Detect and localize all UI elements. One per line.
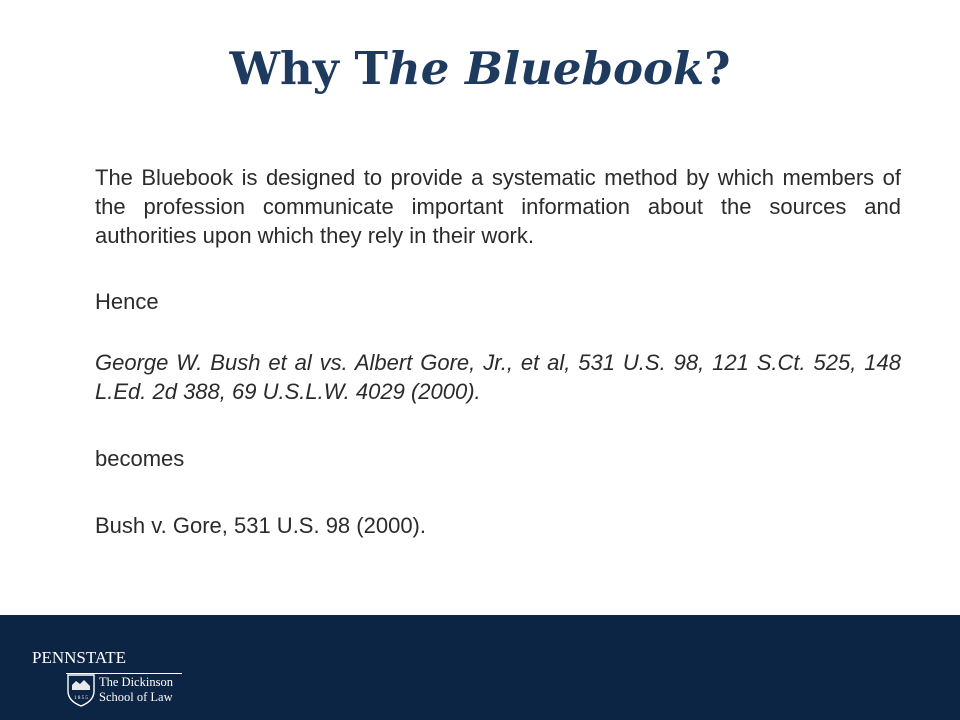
hence-text: Hence xyxy=(95,289,159,314)
long-citation: George W. Bush et al vs. Albert Gore, Jr., et al, 531 U.S. 98, 121 S.Ct. 525, 148 L.Ed. 2d 388, 69 U.S.L.W. 4029 (2000). xyxy=(95,350,901,404)
pennstate-wordmark: PENNSTATE xyxy=(32,648,127,667)
intro-paragraph: The Bluebook is designed to provide a systematic method by which members of the profession communicate important information about the sources and authorities upon which they rely in their work. xyxy=(95,165,901,248)
slide-body xyxy=(95,163,901,540)
title-end: ? xyxy=(704,42,731,95)
penn-state-shield-icon xyxy=(66,673,96,707)
footer-bar xyxy=(0,615,960,720)
shield-year: 1 8 5 5 xyxy=(74,696,88,701)
logo-school-line1: The Dickinson xyxy=(99,675,173,689)
title-plain: Why T xyxy=(229,42,388,95)
becomes-text: becomes xyxy=(95,446,185,471)
slide-title xyxy=(0,42,960,96)
short-citation: Bush v. Gore, 531 U.S. 98 (2000). xyxy=(95,513,426,538)
title-italic: he Bluebook xyxy=(388,42,705,95)
dickinson-law-logo xyxy=(32,648,192,718)
logo-school-line2: School of Law xyxy=(99,690,173,704)
